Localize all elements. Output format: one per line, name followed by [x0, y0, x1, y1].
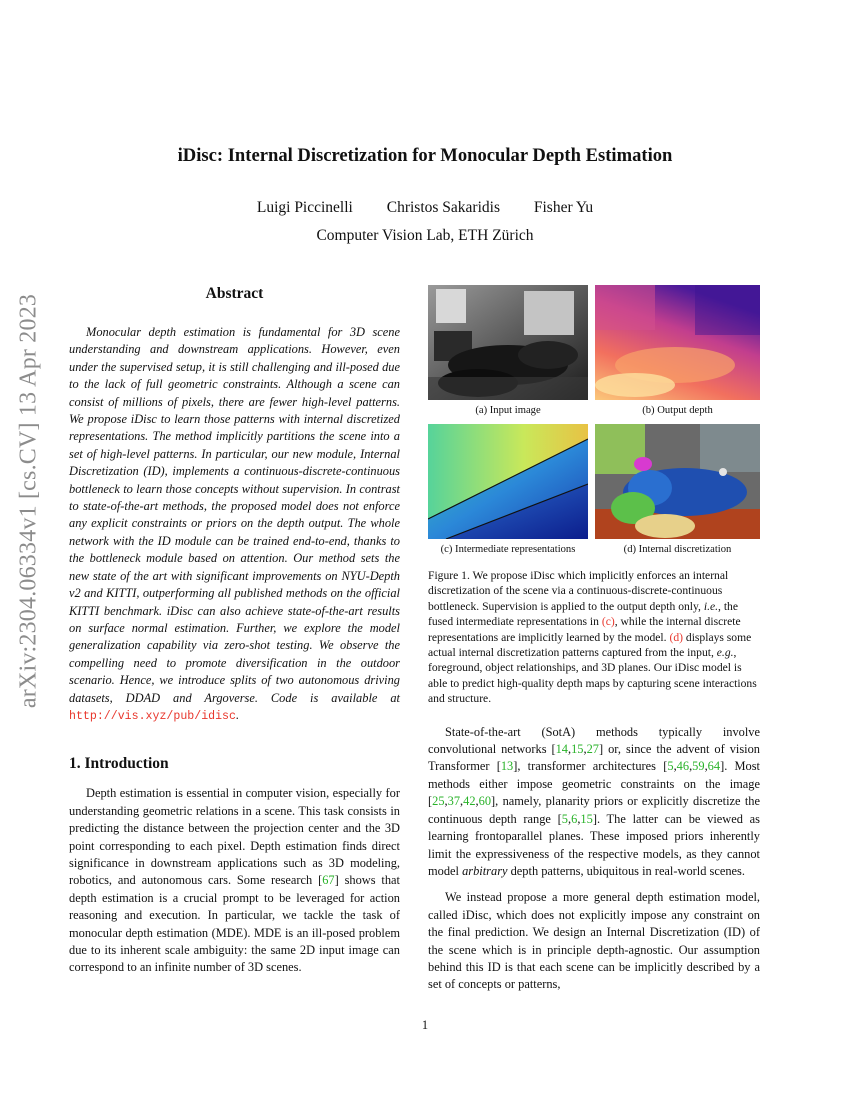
- text-run: , the fused intermediate representations in: [428, 599, 738, 629]
- internal-discretization-panel: [595, 424, 760, 539]
- author-name: Luigi Piccinelli: [256, 199, 353, 216]
- text-run: i.e.: [703, 599, 719, 613]
- author-list: [0, 199, 850, 217]
- subcaption-c: (c) Intermediate representations: [440, 544, 576, 555]
- citation-link[interactable]: 25: [432, 794, 445, 809]
- paper-title: iDisc: Internal Discretization for Monocular Depth Estimation: [177, 145, 673, 166]
- input-image-panel: [428, 285, 588, 400]
- code-link[interactable]: http://vis.xyz/pub/idisc: [69, 709, 236, 723]
- citation-link[interactable]: 46: [676, 759, 690, 774]
- text-run: ], transformer architectures [: [513, 759, 668, 774]
- right-column: [428, 285, 760, 994]
- intro-paragraph: [69, 785, 400, 976]
- subcaption-a: (a) Input image: [475, 405, 541, 416]
- section-heading-introduction: 1. Introduction: [69, 755, 169, 773]
- citation-link[interactable]: 6: [571, 811, 578, 826]
- citation-link[interactable]: 27: [586, 742, 599, 757]
- text-run: , while the internal discrete representations are implicitly learned by the model.: [428, 615, 741, 644]
- affiliation: Computer Vision Lab, ETH Zürich: [316, 227, 534, 244]
- text-run: ]. The latter can be viewed as learning frontoparallel planes. These imposed priors inherently limit the expressiveness of the respective models, as they cannot model: [428, 811, 761, 878]
- right-body-text: [428, 724, 760, 994]
- citation-link[interactable]: 15: [580, 811, 593, 826]
- citation-link[interactable]: 15: [571, 742, 584, 757]
- figure-1: [428, 285, 760, 562]
- input-image: [428, 285, 588, 400]
- body-paragraph: State-of-the-art (SotA) methods typically involve convolutional networks [14,15,27] or, since the advent of vision Transformer [13], transformer architectures [5,46,59,64]. Most methods either impose geometric constraints on the image [25,37,42,60], namely, planarity priors or explicitly discretize the continuous depth range [5,6,15]. The latter can be viewed as learning frontoparallel planes. These imposed priors inherently limit the expressiveness of the respective models, as they cannot model arbitrary depth patterns, ubiquitous in real-world scenes.: [428, 724, 761, 878]
- author-name: Fisher Yu: [533, 199, 594, 216]
- text-run: ] or, since the advent of vision Transformer [: [428, 742, 760, 774]
- citation-link[interactable]: 42: [463, 794, 476, 809]
- output-depth-panel: [595, 285, 760, 400]
- citation-link[interactable]: 14: [555, 742, 568, 757]
- figure-ref-d[interactable]: (d): [669, 630, 683, 644]
- internal-discretization-overlay: [595, 424, 760, 539]
- abstract-heading: Abstract: [205, 285, 264, 302]
- arxiv-id-text: arXiv:2304.06334v1 [cs.CV] 13 Apr 2023: [15, 293, 42, 709]
- intermediate-representations-panel: [428, 424, 588, 539]
- figure-ref-c[interactable]: (c): [601, 615, 615, 629]
- output-depth-map: [595, 285, 760, 400]
- arxiv-sidebar-stamp: [6, 291, 52, 711]
- text-run: ], namely, planarity priors or explicitly discretize the continuous depth range [: [428, 794, 760, 826]
- abstract-text: Monocular depth estimation is fundamental for 3D scene understanding and downstream applications. However, even under the supervised setup, it is still challenging and ill-posed due to the lack of full geometric constraints. Although a scene can consist of millions of pixels, there are fewer high-level patterns. We propose iDisc to learn those patterns with internal discretized representations. The method implicitly partitions the scene into a set of high-level patterns. In particular, our new module, Internal Discretization (ID), implements a continuous-discrete-continuous bottleneck to learn those concepts without supervision. In contrast to state-of-the-art methods, the proposed model does not enforce any explicit constraints or priors on the depth output. The whole network with the ID module can be trained end-to-end, thanks to the bottleneck module based on attention. Our method sets the new state of the art with significant improvements on NYU-Depth v2 and KITTI, outperforming all published methods on the official KITTI benchmark. iDisc can also achieve state-of-the-art results on surface normal estimation. Further, we explore the model generalization capability via zero-shot testing. We observe the compelling need to promote diversification in the outdoor scenario. Hence, we introduce splits of two autonomous driving datasets, DDAD and Argoverse. Code is available at: [69, 325, 400, 705]
- intermediate-representations: [428, 424, 588, 539]
- citation-link[interactable]: 59: [692, 759, 705, 774]
- text-run: State-of-the-art (SotA) methods typically involve convolutional networks [: [428, 724, 760, 757]
- citation-link[interactable]: 37: [447, 794, 461, 809]
- figure-1-caption: [428, 568, 760, 707]
- citation-link[interactable]: 5: [561, 811, 568, 826]
- abstract-body: [69, 324, 400, 725]
- text-run: depth patterns, ubiquitous in real-world scenes.: [507, 863, 745, 878]
- citation-link[interactable]: 5: [667, 759, 674, 774]
- text-run: Figure 1. We propose iDisc which implicitly enforces an internal discretization of the scene via a continuous-discrete-continuous bottleneck. Supervision is applied to the output depth only,: [428, 569, 729, 613]
- text-run: ] shows that depth estimation is a crucial prompt to be leveraged for action reasoning and execution. In particular, we tackle the task of monocular depth estimation (MDE). MDE is an ill-posed problem due to its inherent scale ambiguity: the same 2D input image can correspond to an infinite number of 3D scenes.: [69, 873, 400, 975]
- text-run: , foreground, object relationships, and 3D planes. Our iDisc model is able to predict high-quality depth maps by capturing scene interactions and structure.: [428, 646, 757, 706]
- subcaption-b: (b) Output depth: [642, 405, 713, 416]
- left-column: [69, 285, 400, 977]
- text-run: e.g.: [716, 646, 734, 660]
- citation-link[interactable]: 64: [707, 759, 721, 774]
- text-run: Depth estimation is essential in computer vision, especially for understanding geometric relations in a scene. This task consists in predicting the distance between the projection center and the 3D point corresponding to each pixel. Depth estimation finds direct significance in downstream applications such as 3D modeling, robotics, and autonomous cars. Some research [: [69, 786, 400, 888]
- body-paragraph: We instead propose a more general depth estimation model, called iDisc, which does not explicitly impose any constraint on the final prediction. We design an Internal Discretization (ID) of the scene which is in principle depth-agnostic. Our assumption behind this ID is that each scene can be implicitly described by a set of concepts or patterns,: [428, 890, 760, 992]
- citation-link[interactable]: 60: [478, 794, 492, 809]
- abstract-end: .: [235, 707, 240, 722]
- text-run: displays some actual internal discretization patterns captured from the input,: [428, 630, 752, 660]
- citation-link[interactable]: 67: [322, 873, 335, 888]
- citation-link[interactable]: 13: [500, 759, 514, 774]
- text-run: ]. Most methods either impose geometric constraints on the image [: [428, 759, 760, 809]
- subcaption-d: (d) Internal discretization: [623, 544, 732, 555]
- text-run: arbitrary: [462, 863, 508, 878]
- author-name: Christos Sakaridis: [386, 199, 500, 216]
- page-number: 1: [421, 1018, 429, 1032]
